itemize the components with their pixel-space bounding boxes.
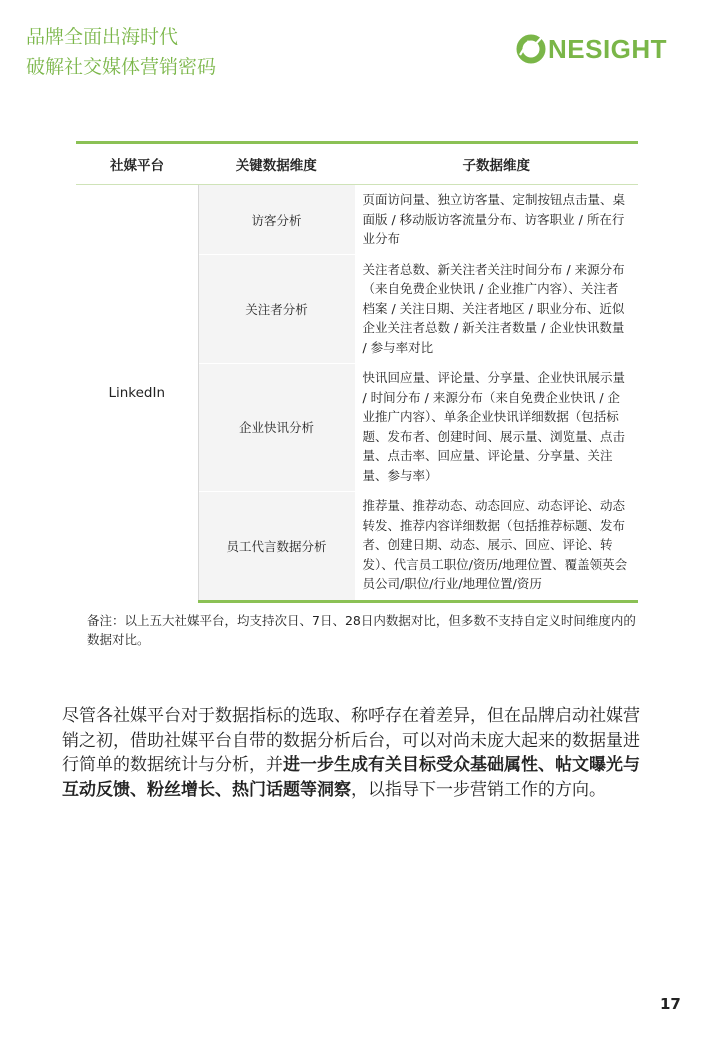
header-key-dimension: 关键数据维度 bbox=[198, 143, 355, 185]
logo-o-mark-icon bbox=[516, 34, 546, 64]
sub-dimension-cell: 推荐量、推荐动态、动态回应、动态评论、动态转发、推荐内容详细数据（包括推荐标题、发布者、创建日期、动态、展示、回应、评论、转发）、代言员工职位/资历/地理位置、覆盖领英会员公司/职位/行业/地理位置/资历 bbox=[355, 491, 639, 601]
paragraph-text-after: ，以指导下一步营销工作的方向。 bbox=[351, 779, 606, 800]
paragraph-bold-text: 进一步生成有关目标受众基础属性、帖文曝光与互动反馈、粉丝增长、热门话题等洞察 bbox=[62, 755, 640, 800]
header-title-line2: 破解社交媒体营销密码 bbox=[26, 56, 217, 78]
header-title bbox=[26, 22, 326, 82]
key-dimension-cell: 企业快讯分析 bbox=[198, 363, 355, 491]
paragraph-text-before: 尽管各社媒平台对于数据指标的选取、称呼存在着差异，但在品牌启动社媒营销之初，借助社媒平台自带的数据分析后台，可以对尚未庞大起来的数据量进行简单的数据统计与分析，并 bbox=[62, 706, 640, 775]
header-title-line1: 品牌全面出海时代 bbox=[26, 26, 179, 48]
table-footnote: 备注：以上五大社媒平台，均支持次日、7日、28日内数据对比，但多数不支持自定义时间维度内的数据对比。 bbox=[87, 613, 636, 647]
table-header-row bbox=[76, 143, 638, 185]
key-dimension-cell: 访客分析 bbox=[198, 185, 355, 255]
key-dimension-cell: 关注者分析 bbox=[198, 255, 355, 364]
sub-dimension-cell: 关注者总数、新关注者关注时间分布 / 来源分布（来自免费企业快讯 / 企业推广内容）、关注者档案 / 关注日期、关注者地区 / 职业分布、近似企业关注者总数 / 新关注者数量 / 企业快讯数量 / 参与率对比 bbox=[362, 261, 625, 355]
table-row bbox=[76, 185, 638, 255]
onesight-logo bbox=[516, 34, 667, 64]
sub-dimension-cell: 页面访问量、独立访客量、定制按钮点击量、桌面版 / 移动版访客流量分布、访客职业 / 所在行业分布 bbox=[362, 192, 626, 246]
header-sub-dimension: 子数据维度 bbox=[355, 143, 639, 185]
body-paragraph bbox=[62, 704, 652, 802]
linkedin-data-dimensions-table bbox=[76, 141, 638, 603]
platform-cell: LinkedIn bbox=[76, 185, 198, 602]
key-dimension-cell: 员工代言数据分析 bbox=[198, 491, 355, 601]
sub-dimension-cell: 快讯回应量、评论量、分享量、企业快讯展示量 / 时间分布 / 来源分布（来自免费企业快讯 / 企业推广内容）、单条企业快讯详细数据（包括标题、发布者、创建时间、展示量、浏览量、点击量、点击率、回应量、评论量、分享量、关注量、参与率） bbox=[362, 370, 626, 483]
logo-text: NESIGHT bbox=[548, 33, 668, 64]
header-platform: 社媒平台 bbox=[76, 143, 198, 185]
page-number: 17 bbox=[660, 995, 681, 1013]
